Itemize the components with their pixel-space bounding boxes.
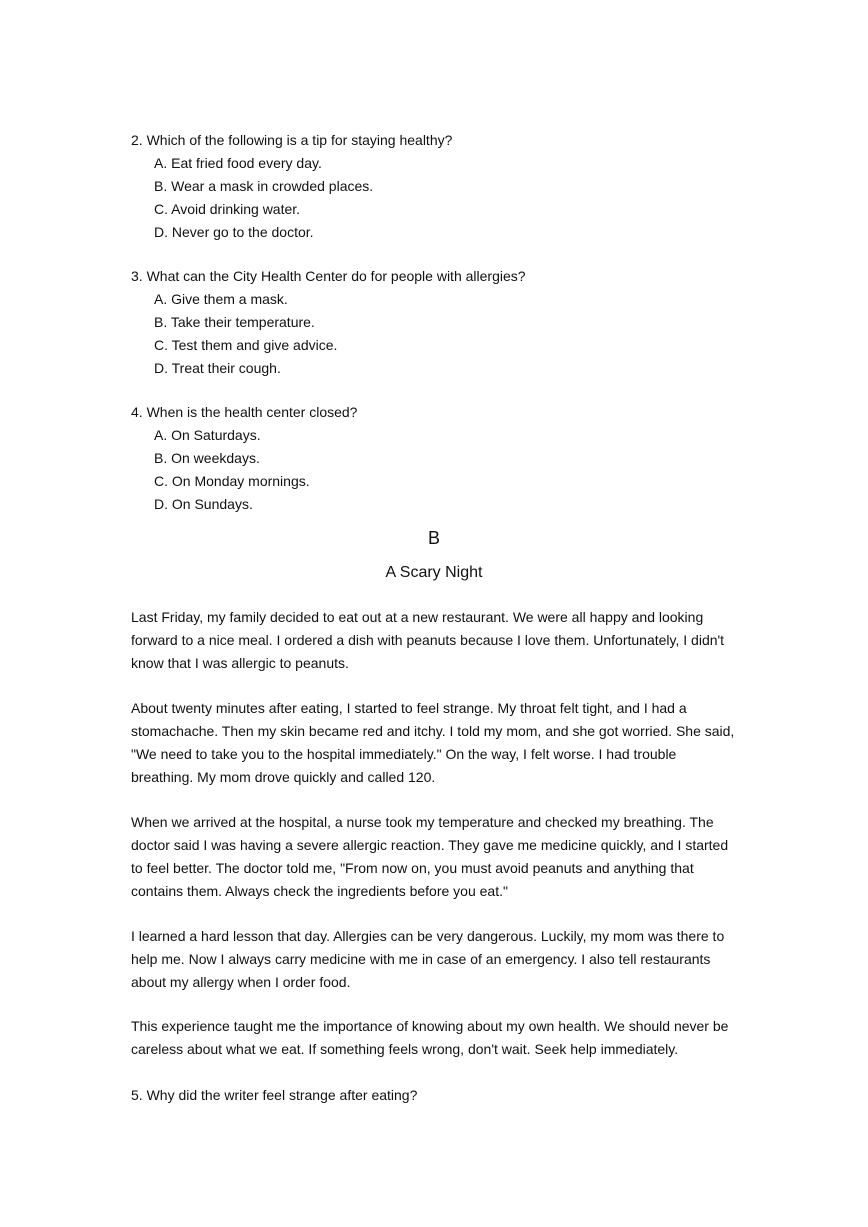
passage-title: A Scary Night (385, 564, 483, 581)
passage-paragraph-3: When we arrived at the hospital, a nurse took my temperature and checked my breathing. The doctor said I was having a severe allergic reaction. They gave me medicine quickly, and I started to feel better. The doctor told me, "From now on, you must avoid peanuts and anything that contains them. Always check the ingredients before you eat." (131, 814, 729, 899)
option-c: C. Test them and give advice. (154, 337, 338, 353)
option-c: C. Avoid drinking water. (154, 201, 301, 217)
question-3 (131, 265, 751, 380)
passage-paragraph-4: I learned a hard lesson that day. Allergies can be very dangerous. Luckily, my mom was there to help me. Now I always carry medicine with me in case of an emergency. I also tell restaurants about my allergy when I order food. (131, 928, 725, 990)
question-stem: 3. What can the City Health Center do for people with allergies? (131, 268, 526, 284)
option-d: D. Treat their cough. (154, 360, 281, 376)
option-b: B. On weekdays. (154, 450, 260, 466)
section-letter: B (427, 528, 440, 548)
option-a: A. Give them a mask. (154, 291, 288, 307)
option-b: B. Take their temperature. (154, 314, 315, 330)
question-2 (131, 129, 751, 244)
option-d: D. On Sundays. (154, 496, 253, 512)
passage-paragraph-2: About twenty minutes after eating, I started to feel strange. My throat felt tight, and I had a stomachache. Then my skin became red and itchy. I told my mom, and she got worried. She said, "We need to take you to the hospital immediately." On the way, I felt worse. I had trouble breathing. My mom drove quickly and called 120. (131, 700, 735, 785)
option-c: C. On Monday mornings. (154, 473, 310, 489)
question-4 (131, 401, 751, 516)
option-b: B. Wear a mask in crowded places. (154, 178, 374, 194)
option-a: A. On Saturdays. (154, 427, 261, 443)
passage-paragraph-5: This experience taught me the importance of knowing about my own health. We should never be careless about what we eat. If something feels wrong, don't wait. Seek help immediately. (131, 1018, 729, 1057)
question-5-stem: 5. Why did the writer feel strange after eating? (131, 1087, 418, 1103)
option-a: A. Eat fried food every day. (154, 155, 322, 171)
question-stem: 2. Which of the following is a tip for staying healthy? (131, 132, 453, 148)
question-stem: 4. When is the health center closed? (131, 404, 358, 420)
passage-paragraph-1: Last Friday, my family decided to eat out at a new restaurant. We were all happy and looking forward to a nice meal. I ordered a dish with peanuts because I love them. Unfortunately, I didn't know that I was allergic to peanuts. (131, 609, 725, 671)
option-d: D. Never go to the doctor. (154, 224, 314, 240)
